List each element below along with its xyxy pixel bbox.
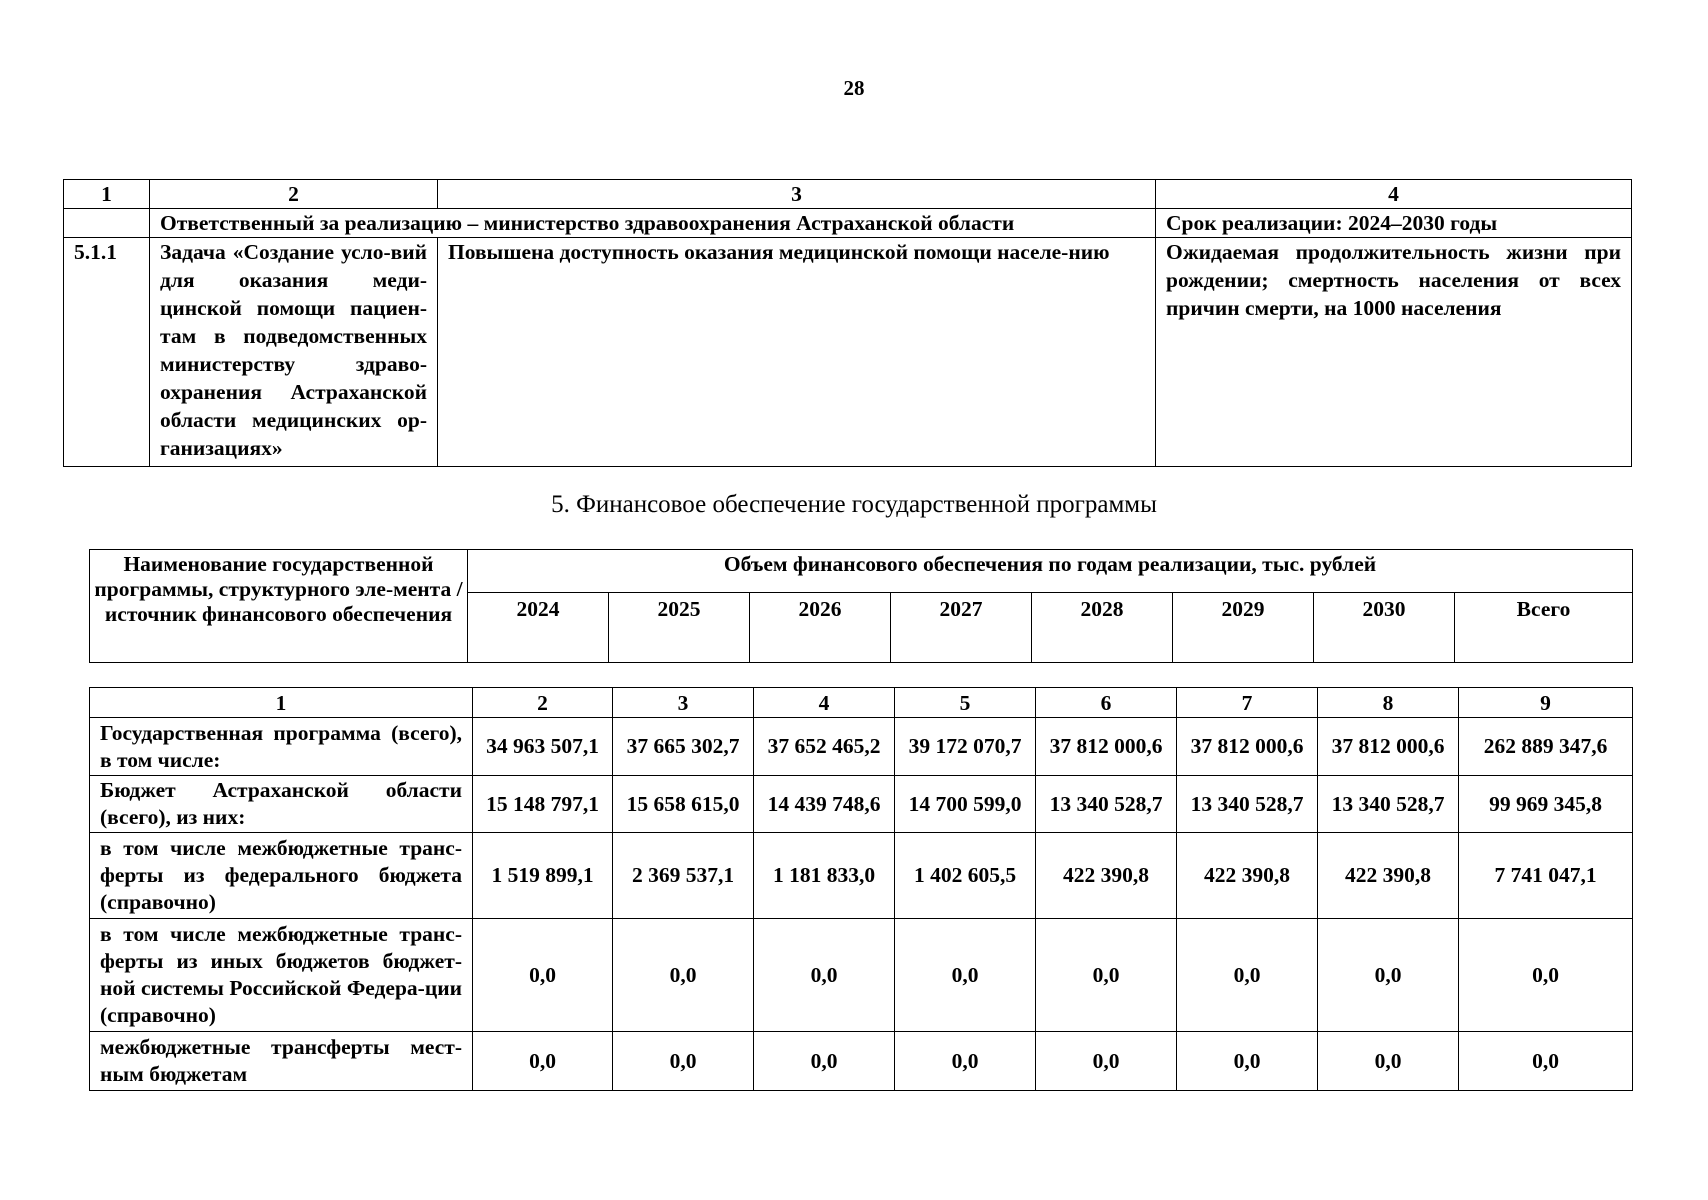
program-name-header: Наименование государственной программы, структурного эле-мента / источник финансового обеспечения <box>90 550 468 663</box>
column-number: 7 <box>1177 688 1318 718</box>
value-cell: 37 812 000,6 <box>1318 718 1459 776</box>
table-row <box>90 1032 1633 1091</box>
task-number: 5.1.1 <box>64 238 150 467</box>
row-name: Бюджет Астраханской области (всего), из них: <box>90 776 473 833</box>
responsible-row <box>64 209 1632 238</box>
finance-data-table <box>89 687 1633 1091</box>
year-header: 2026 <box>750 593 891 663</box>
value-cell: 0,0 <box>1177 919 1318 1032</box>
year-header: 2025 <box>609 593 750 663</box>
column-number: 3 <box>438 180 1156 209</box>
row-name: Государственная программа (всего), в том числе: <box>90 718 473 776</box>
value-cell: 0,0 <box>754 919 895 1032</box>
period-cell: Срок реализации: 2024–2030 годы <box>1156 209 1632 238</box>
value-cell: 13 340 528,7 <box>1036 776 1177 833</box>
total-header: Всего <box>1455 593 1633 663</box>
value-cell: 14 700 599,0 <box>895 776 1036 833</box>
value-cell: 422 390,8 <box>1318 833 1459 919</box>
column-number: 4 <box>1156 180 1632 209</box>
value-cell: 0,0 <box>473 919 613 1032</box>
program-task-table <box>63 179 1632 467</box>
value-cell: 14 439 748,6 <box>754 776 895 833</box>
value-cell: 422 390,8 <box>1036 833 1177 919</box>
column-number: 9 <box>1459 688 1633 718</box>
row-name: межбюджетные трансферты мест-ным бюджетам <box>90 1032 473 1091</box>
value-cell: 2 369 537,1 <box>613 833 754 919</box>
column-number-row <box>64 180 1632 209</box>
table-row <box>90 718 1633 776</box>
responsible-cell: Ответственный за реализацию – министерство здравоохранения Астраханской области <box>150 209 1156 238</box>
column-number: 1 <box>90 688 473 718</box>
value-cell: 1 519 899,1 <box>473 833 613 919</box>
finance-header-table <box>89 549 1633 663</box>
value-cell: 0,0 <box>1036 1032 1177 1091</box>
column-number: 2 <box>150 180 438 209</box>
total-cell: 262 889 347,6 <box>1459 718 1633 776</box>
year-header: 2027 <box>891 593 1032 663</box>
value-cell: 34 963 507,1 <box>473 718 613 776</box>
value-cell: 15 658 615,0 <box>613 776 754 833</box>
column-number: 8 <box>1318 688 1459 718</box>
volume-header: Объем финансового обеспечения по годам реализации, тыс. рублей <box>468 550 1633 593</box>
column-number-row <box>90 688 1633 718</box>
year-header: 2024 <box>468 593 609 663</box>
column-number: 1 <box>64 180 150 209</box>
section-heading: 5. Финансовое обеспечение государственной программы <box>551 491 1157 518</box>
value-cell: 0,0 <box>754 1032 895 1091</box>
value-cell: 0,0 <box>1177 1032 1318 1091</box>
value-cell: 1 402 605,5 <box>895 833 1036 919</box>
task-row <box>64 238 1632 467</box>
value-cell: 39 172 070,7 <box>895 718 1036 776</box>
column-number: 3 <box>613 688 754 718</box>
empty-cell <box>64 209 150 238</box>
value-cell: 37 812 000,6 <box>1036 718 1177 776</box>
value-cell: 13 340 528,7 <box>1318 776 1459 833</box>
table-row <box>90 919 1633 1032</box>
value-cell: 37 652 465,2 <box>754 718 895 776</box>
row-name: в том числе межбюджетные транс-ферты из федерального бюджета (справочно) <box>90 833 473 919</box>
task-description: Задача «Создание усло-вий для оказания меди-цинской помощи пациен-там в подведомственных министерству здраво-охранения Астраханской области медицинских ор-ганизациях» <box>150 238 438 467</box>
row-name: в том числе межбюджетные транс-ферты из иных бюджетов бюджет-ной системы Российской Федера-ции (справочно) <box>90 919 473 1032</box>
value-cell: 13 340 528,7 <box>1177 776 1318 833</box>
column-number: 6 <box>1036 688 1177 718</box>
value-cell: 0,0 <box>1318 1032 1459 1091</box>
table-row <box>90 776 1633 833</box>
task-effect: Повышена доступность оказания медицинской помощи населе-нию <box>438 238 1156 467</box>
page-number: 28 <box>843 76 865 100</box>
column-number: 2 <box>473 688 613 718</box>
total-cell: 0,0 <box>1459 919 1633 1032</box>
column-number: 4 <box>754 688 895 718</box>
value-cell: 422 390,8 <box>1177 833 1318 919</box>
value-cell: 0,0 <box>1036 919 1177 1032</box>
value-cell: 15 148 797,1 <box>473 776 613 833</box>
value-cell: 37 665 302,7 <box>613 718 754 776</box>
value-cell: 0,0 <box>895 1032 1036 1091</box>
value-cell: 0,0 <box>613 1032 754 1091</box>
table-row <box>90 833 1633 919</box>
value-cell: 0,0 <box>895 919 1036 1032</box>
value-cell: 0,0 <box>1318 919 1459 1032</box>
year-header: 2029 <box>1173 593 1314 663</box>
year-header: 2028 <box>1032 593 1173 663</box>
value-cell: 0,0 <box>613 919 754 1032</box>
total-cell: 0,0 <box>1459 1032 1633 1091</box>
value-cell: 1 181 833,0 <box>754 833 895 919</box>
total-cell: 7 741 047,1 <box>1459 833 1633 919</box>
year-header: 2030 <box>1314 593 1455 663</box>
total-cell: 99 969 345,8 <box>1459 776 1633 833</box>
task-indicators: Ожидаемая продолжительность жизни при рождении; смертность населения от всех причин смерти, на 1000 населения <box>1156 238 1632 467</box>
value-cell: 0,0 <box>473 1032 613 1091</box>
column-number: 5 <box>895 688 1036 718</box>
value-cell: 37 812 000,6 <box>1177 718 1318 776</box>
